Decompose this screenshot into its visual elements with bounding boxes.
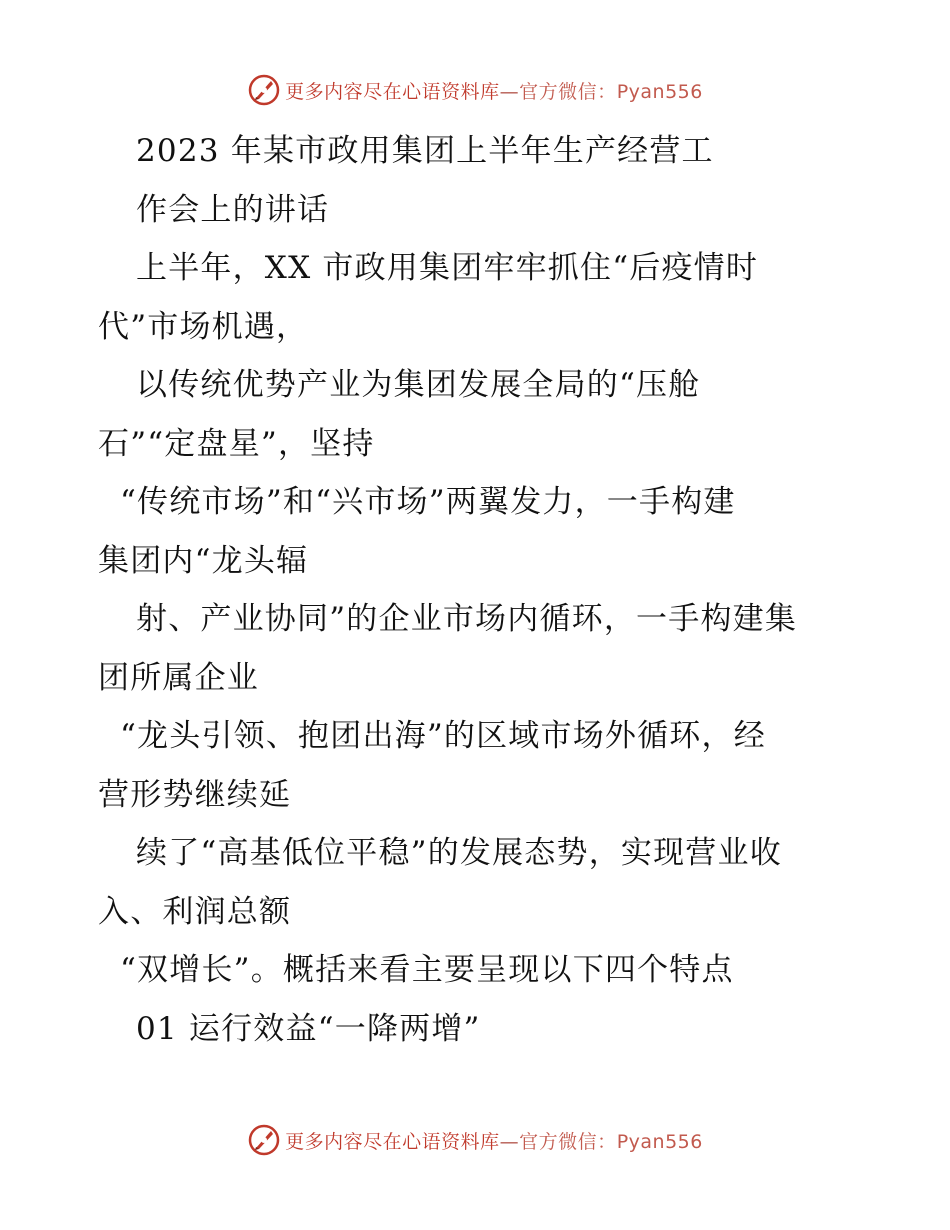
- banner-main-text: 更多内容尽在心语资料库: [285, 80, 500, 103]
- paragraph-line: 续了“高基低位平稳”的发展态势，实现营业收: [136, 835, 782, 871]
- quill-logo-icon: [247, 73, 281, 107]
- banner-text: [285, 77, 703, 104]
- banner-text: [285, 1127, 703, 1154]
- header-banner: [0, 70, 950, 110]
- banner-wechat-label: 官方微信：: [519, 1130, 617, 1153]
- paragraph-line: 集团内“龙头辐: [98, 542, 309, 579]
- paragraph-line: “龙头引领、抱团出海”的区域市场外循环，经: [120, 718, 766, 754]
- paragraph-line: 入、利润总额: [98, 893, 292, 930]
- banner-main-text: 更多内容尽在心语资料库: [285, 1130, 500, 1153]
- banner-separator: —: [499, 80, 520, 103]
- paragraph-line: 石”“定盘星”，坚持: [98, 425, 375, 462]
- paragraph-line: 团所属企业: [98, 659, 259, 696]
- section-heading: 01 运行效益“一降两增”: [136, 1010, 481, 1047]
- banner-separator: —: [499, 1130, 520, 1153]
- footer-banner: [0, 1120, 950, 1160]
- banner-wechat-id: Pyan556: [616, 1130, 703, 1153]
- doc-title-line-2: 作会上的讲话: [136, 191, 330, 228]
- paragraph-line: 射、产业协同”的企业市场内循环，一手构建集: [136, 601, 798, 637]
- paragraph-line: 代”市场机遇，: [98, 308, 309, 345]
- paragraph-line: 营形势继续延: [98, 776, 292, 813]
- paragraph-line: 上半年，XX 市政用集团牢牢抓住“后疫情时: [136, 250, 759, 286]
- banner-wechat-label: 官方微信：: [519, 80, 617, 103]
- paragraph-line: “双增长”。概括来看主要呈现以下四个特点: [120, 952, 734, 988]
- paragraph-line: 以传统优势产业为集团发展全局的“压舱: [136, 367, 701, 403]
- doc-title-line-1: 2023 年某市政用集团上半年生产经营工: [136, 133, 714, 169]
- banner-wechat-id: Pyan556: [616, 80, 703, 103]
- quill-logo-icon: [247, 1123, 281, 1157]
- paragraph-line: “传统市场”和“兴市场”两翼发力，一手构建: [120, 484, 736, 520]
- document-body: [98, 122, 858, 1058]
